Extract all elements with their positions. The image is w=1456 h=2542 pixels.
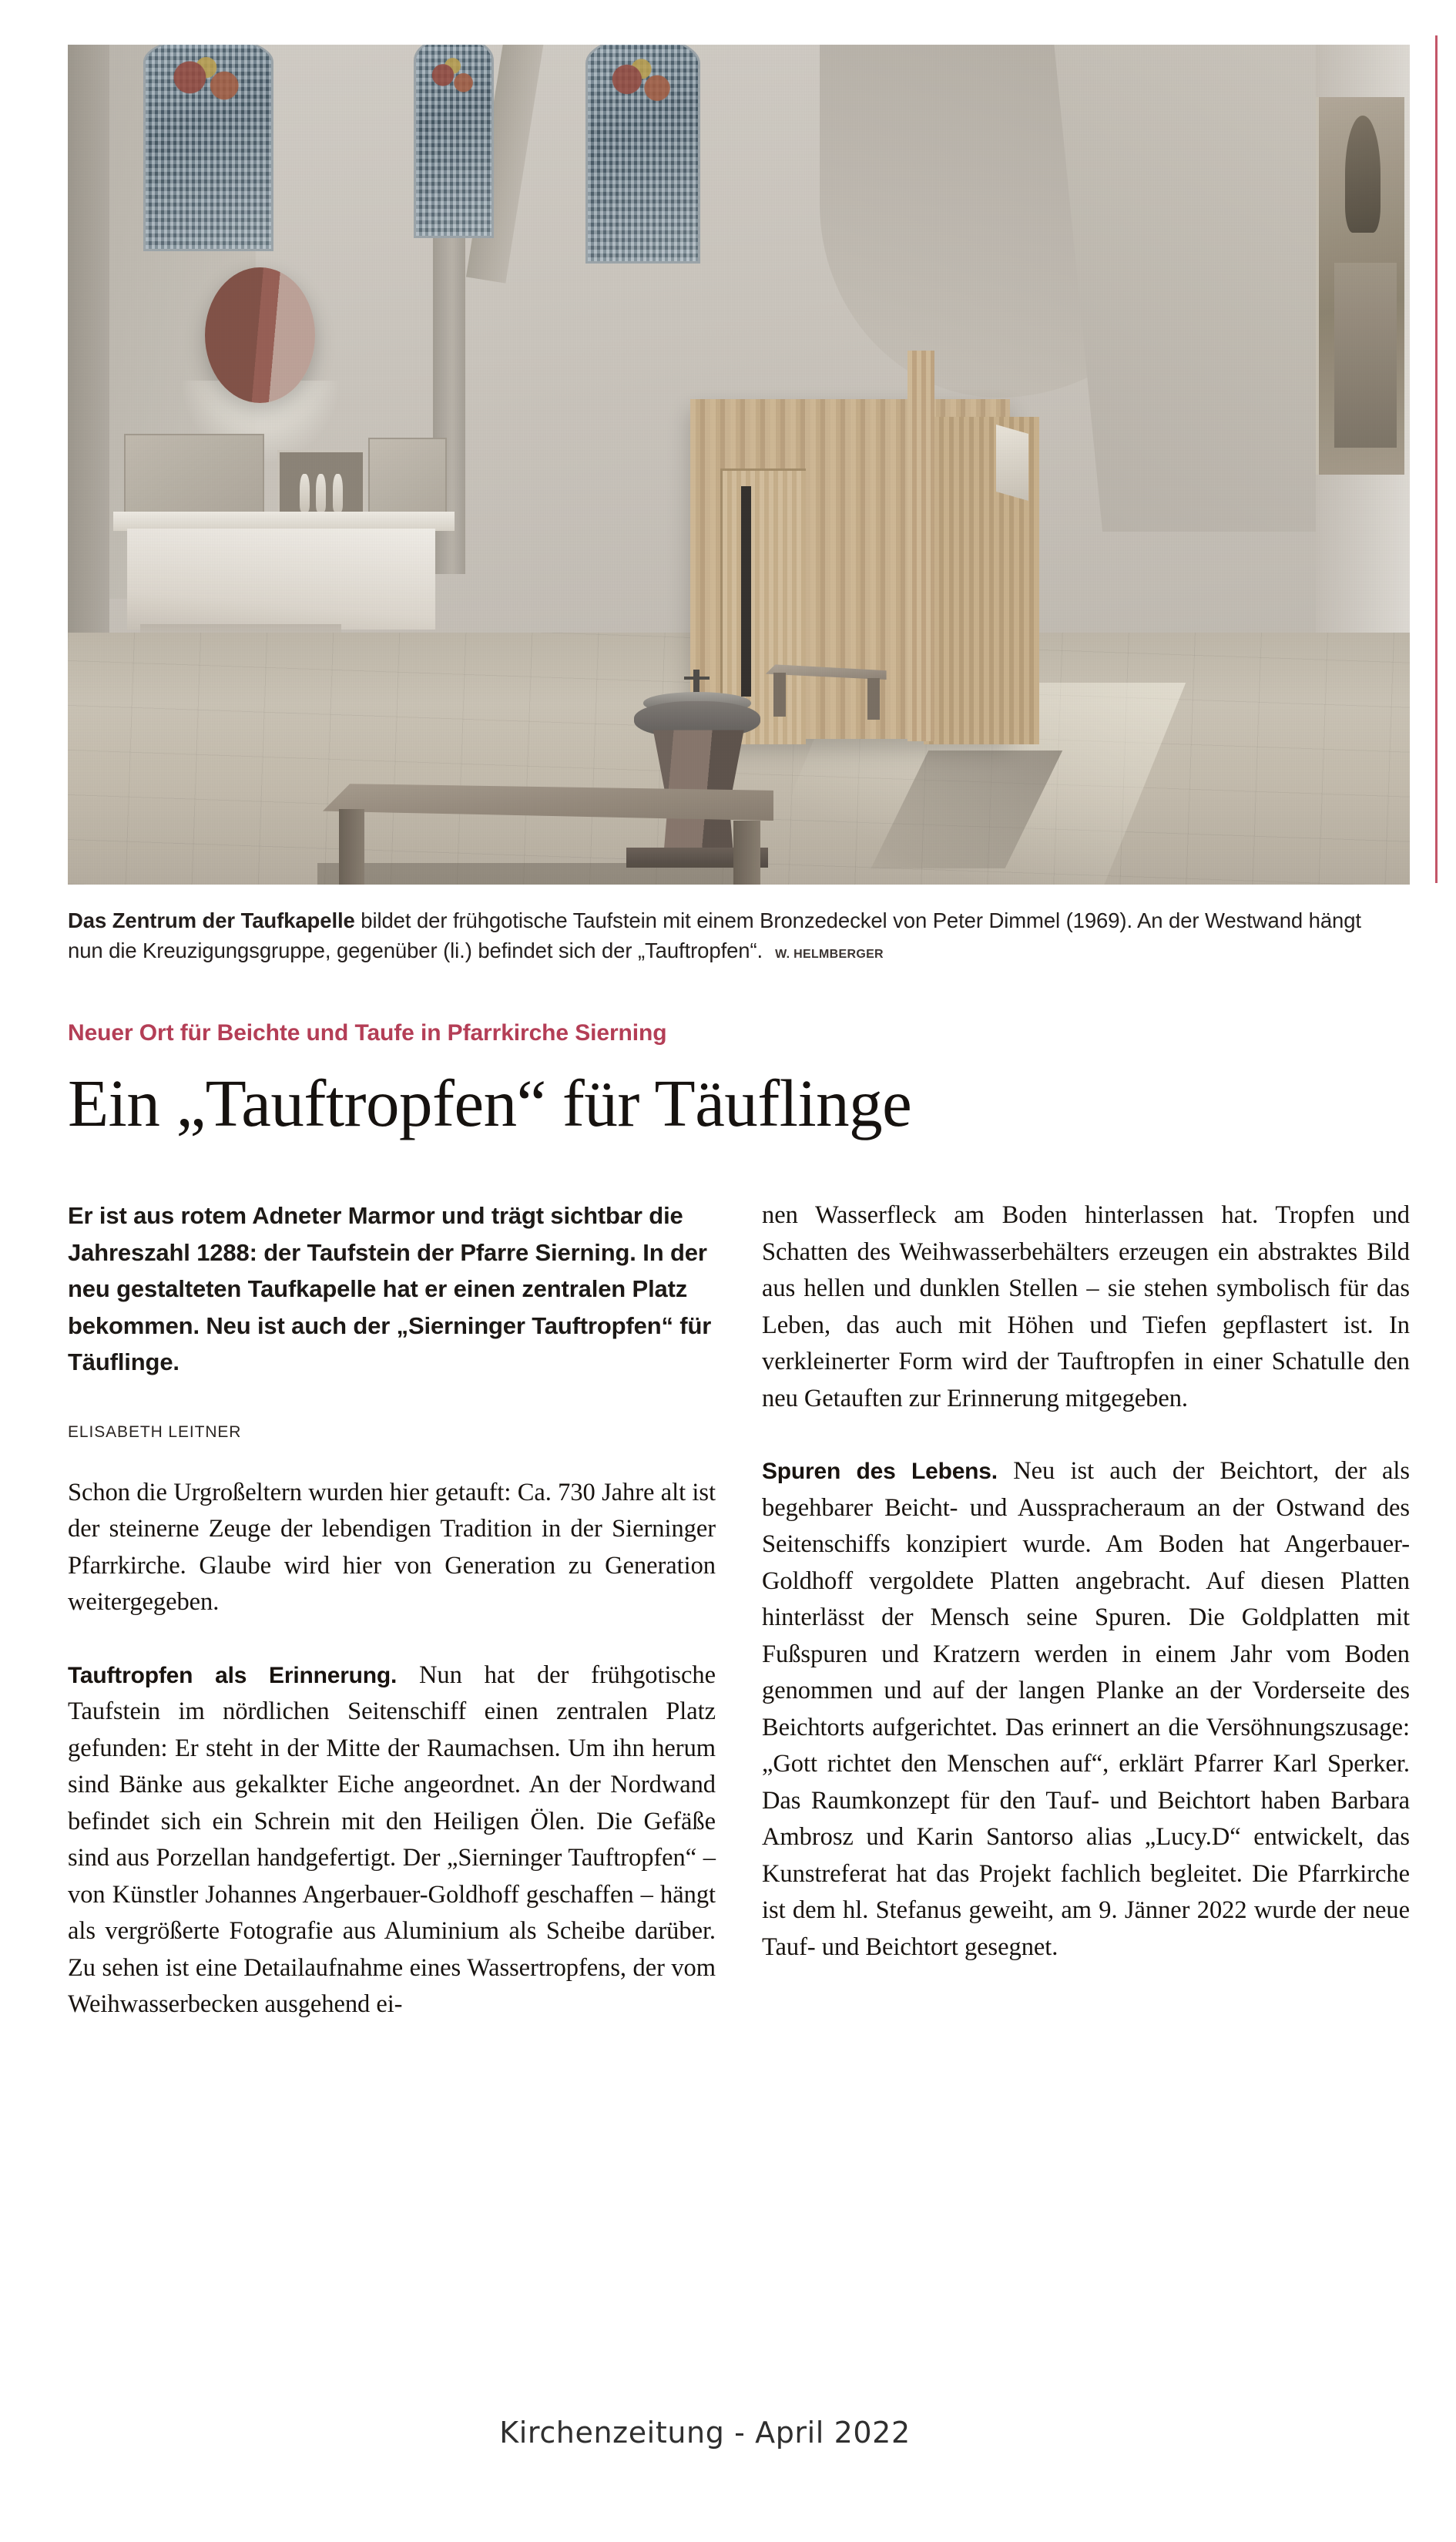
article-paragraph bbox=[68, 1475, 716, 1621]
paragraph-text: Neu ist auch der Beichtort, der als begehbarer Beicht- und Ausspracheraum an der Ostwand des Seitenschiffs konzipiert wurde. Am Boden hat Angerbauer-Goldhoff vergoldete Platten angebracht. Auf diesen Platten hinterlässt der Mensch seine Spuren. Die Goldplatten mit Fußspuren und Kratzern werden in einem Jahr vom Boden genommen und auf der langen Planke an der Vorderseite des Beichtorts aufgerichtet. Das erinnert an die Versöhnungszusage: „Gott richtet den Menschen auf“, erklärt Pfarrer Karl Sperker. Das Raumkonzept für den Tauf- und Beichtort haben Barbara Ambrosz und Karin Santorso alias „Lucy.D“ entwickelt, das Kunstreferat hat das Projekt fachlich begleitet. Die Pfarrkirche ist dem hl. Stefanus geweiht, am 9. Jänner 2022 wurde der neue Tauf- und Beichtort gesegnet. bbox=[762, 1457, 1410, 1961]
photo-caption-lead: Das Zentrum der Taufkapelle bbox=[68, 908, 355, 932]
paragraph-text: Schon die Urgroßeltern wurden hier getauft: Ca. 730 Jahre alt ist der steinerne Zeuge der lebendigen Tradition in der Sierninger Pfarrkirche. Glaube wird hier von Generation zu Generation weitergegeben. bbox=[68, 1478, 716, 1616]
photo-credit: W. HELMBERGER bbox=[775, 948, 884, 961]
page-title: Ein „Tauftropfen“ für Täuflinge bbox=[68, 1066, 912, 1140]
photo-print-grain bbox=[68, 45, 1410, 885]
source-attribution: Kirchenzeitung - April 2022 bbox=[499, 2416, 911, 2450]
page-edge-rule bbox=[1435, 35, 1438, 883]
paragraph-subhead: Tauftropfen als Erinnerung. bbox=[68, 1662, 398, 1688]
photo-caption-rest: bildet der frühgotische Taufstein mit einem Bronzedeckel von Peter Dimmel (1969). An der Westwand hängt nun die Kreuzigungsgruppe, gegenüber (li.) befindet sich der „Tauftropfen“. bbox=[68, 908, 1361, 962]
article-column-right bbox=[762, 1197, 1410, 2023]
article-paragraph bbox=[762, 1453, 1410, 1966]
article-byline: ELISABETH LEITNER bbox=[68, 1422, 242, 1441]
article-columns bbox=[68, 1197, 1410, 2023]
paragraph-subhead: Spuren des Lebens. bbox=[762, 1459, 998, 1484]
article-kicker: Neuer Ort für Beichte und Taufe in Pfarrkirche Sierning bbox=[68, 1020, 667, 1046]
article-paragraph bbox=[762, 1197, 1410, 1417]
paragraph-text: Nun hat der frühgotische Taufstein im nördlichen Seitenschiff einen zentralen Platz gefunden: Er steht in der Mitte der Raumachsen. Um ihn herum sind Bänke aus gekalkter Eiche angeordnet. An der Nordwand befindet sich ein Schrein mit den Heiligen Ölen. Die Gefäße sind aus Porzellan handgefertigt. Der „Sierninger Tauftropfen“ – von Künstler Johannes Angerbauer-Goldhoff geschaffen – hängt als vergrößerte Fotografie aus Aluminium als Scheibe darüber. Zu sehen ist eine Detailaufnahme eines Wassertropfens, der vom Weihwasserbecken ausgehend ei- bbox=[68, 1661, 716, 2018]
photo-caption bbox=[68, 905, 1377, 969]
article-paragraph bbox=[68, 1657, 716, 2023]
article-column-left bbox=[68, 1197, 716, 2023]
article-lead: Er ist aus rotem Adneter Marmor und trägt sichtbar die Jahreszahl 1288: der Taufstein der Pfarre Sierning. In der neu gestalteten Taufkapelle hat er einen zentralen Platz bekommen. Neu ist auch der „Sierninger Tauftropfen“ für Täuflinge. bbox=[68, 1202, 712, 1375]
paragraph-text: nen Wasserfleck am Boden hinterlassen hat. Tropfen und Schatten des Weihwasserbehälters erzeugen ein abstraktes Bild aus hellen und dunklen Stellen – sie stehen symbolisch für das Leben, das auch mit Höhen und Tiefen gepflastert ist. In verkleinerter Form wird der Tauftropfen in einer Schatulle den neu Getauften zur Erinnerung mitgegeben. bbox=[762, 1201, 1410, 1412]
taufkapelle-interior-photo bbox=[68, 45, 1410, 885]
article-body bbox=[68, 905, 1410, 2023]
